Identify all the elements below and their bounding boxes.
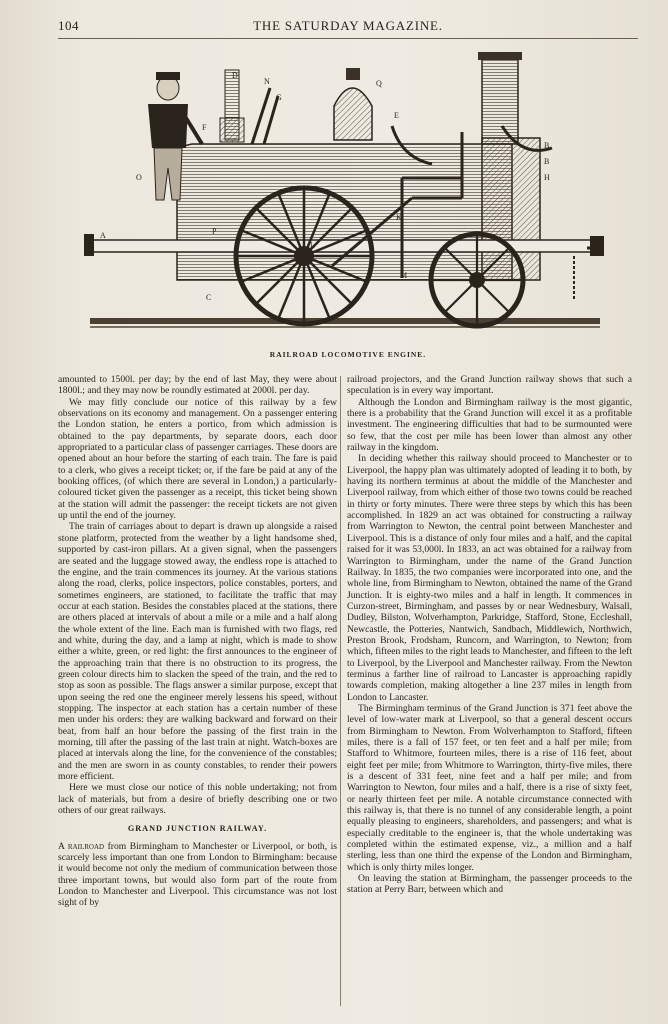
paragraph: Although the London and Birmingham railway is the most gigantic, there is a probability that the Grand Junction will excel it as a profitable investment. The engineering difficulties that had to be surmounted were so few, that the cost per mile has been lower than almost any other railway in the kingdom.	[347, 396, 632, 454]
paragraph: railroad projectors, and the Grand Junction railway shows that such a speculation is in every way important.	[347, 374, 632, 397]
paragraph	[58, 841, 337, 909]
label-K: K	[396, 213, 402, 222]
label-B-upper: B	[544, 157, 550, 166]
label-C: C	[206, 293, 212, 302]
label-H: H	[544, 173, 550, 182]
label-M: M	[400, 271, 408, 280]
left-column	[58, 374, 337, 909]
lead-in: A railroad	[58, 840, 105, 852]
label-D: D	[232, 71, 238, 80]
paragraph: On leaving the station at Birmingham, the passenger proceeds to the station at Perry Barr, between which and	[347, 873, 632, 896]
paragraph-text: from Birmingham to Manchester or Liverpool, or both, is scarcely less important than one from London to Birmingham: because it would become not only the medium of communication between those three important towns, but would also form part of the route from London to Manchester and Liverpool. This circumstance was not lost sight of by	[58, 840, 338, 909]
label-E: E	[394, 111, 399, 120]
paragraph: We may fitly conclude our notice of this railway by a few observations on its economy and management. On a passenger entering the London station, he enters a portico, from which admission is obtained to the pay departments, by separate doors, each door appropriated to a particular class of passenger carriages. These doors are opened about an hour before the starting of each train. The fare is paid to a clerk, who gives a receipt ticket; or, if the fare be paid at any of the booking offices, (of which there are several in London,) a particularly-coloured ticket given the passenger as a receipt, this ticket being shown at the station will admit the passenger: the receipt tickets are not given up until the end of the journey.	[58, 396, 337, 522]
label-P: P	[212, 227, 217, 236]
paragraph: Here we must close our notice of this noble undertaking; not from lack of materials, but from a desire of briefly describing one or two others of our great railways.	[58, 782, 337, 817]
trailing-wheel	[431, 234, 523, 326]
section-heading: GRAND JUNCTION RAILWAY.	[127, 824, 268, 834]
page-header	[58, 18, 638, 38]
paragraph: In deciding whether this railway should proceed to Manchester or to Liverpool, the happy plan was ultimately adopted of leading it to both, by having its northern terminus at about the middle of the Manchester and Liverpool railway, from which either of those two towns could be reached in thirty or forty minutes. There were three steps by which this has been accomplished. In 1829 an act was obtained for constructing a railway from Warrington to Newton, the central point between Manchester and Liverpool. This is a distance of only four miles and a half, and the capital raised for it was 53,000l. In 1833, an act was obtained for a railway from Warrington to Birmingham, under the name of the Grand Junction Railway. In 1835, the two companies were incorporated into one, and the whole line, from Birmingham to Newton, obtained the name of the Grand Junction. It is eighty-two miles and a half in length. It commences in Curzon-street, Birmingham, and passes by or near Wednesbury, Walsall, Dudley, Bilston, Wolverhampton, Parkridge, Stafford, Stone, Eccleshall, Newcastle, the Potteries, Nantwich, Sandbach, Middlewich, Northwich, Preston Brook, Frodsham, Runcorn, and Warrington, to Newton; from which, fifteen miles to the right leads to Manchester, and fifteen to the left to Liverpool, by the Liverpool and Manchester railway. From the Newton terminus a farther line of railroad to Lancaster is approaching rapidly towards completion, making altogether a line 237 miles in length from London to Lancaster.	[347, 453, 632, 703]
driving-wheel	[236, 188, 372, 324]
label-O: O	[136, 173, 142, 182]
paragraph: amounted to 1500l. per day; by the end of last May, they were about 1800l.; and they may now be roundly estimated at 2000l. per day.	[58, 374, 337, 397]
label-N: N	[264, 77, 270, 86]
paragraph: The Birmingham terminus of the Grand Junction is 371 feet above the level of low-water mark at Liverpool, so that a general descent occurs from Birmingham to Newton. From Wolverhampton to Stafford, fifteen miles, there is a fall of 157 feet, or ten feet and a half per mile; from Stafford to Whitmore, fourteen miles, there is a rise of 116 feet, about eight feet per mile; from Whitmore to Warrington, thirty-five miles, there is a descent of 331 feet, nine feet and a half per mile; and from Warrington to Newton, four miles and a half, there is a rise of sixty feet, or nearly thirteen feet per mile. A notable circumstance connected with this railway is, that there is no tunnel of any considerable length, a point equally pleasing to engineers, shareholders, and passengers; and what is especially creditable to the engineer is, that the whole undertaking was completed within the estimated expense, viz., a million and a half sterling, less than one third the expense of the London and Birmingham, which is only thirty miles longer.	[347, 702, 632, 873]
locomotive-engraving	[82, 48, 612, 348]
paragraph: The train of carriages about to depart is drawn up alongside a raised stone platform, protected from the weather by a light handsome shed, supported by cast-iron pillars. At a given signal, when the passengers are seated and the luggage stowed away, the endless rope is attached to the engine, and the train commences its journey. At the various stations along the road, clerks, police inspectors, police constables, porters, and sometimes engineers, are stationed, to facilitate the traffic that may occur at each station. Besides the constables placed at the stations, there are others placed at intervals of about a mile or a mile and a half along the whole extent of the line. Each man is furnished with two flags, red and white, during the day, and a lamp at night, which is made to show either a white, green, or red light: the first announces to the engineer of the approaching train that there is no obstruction to its progress, the green colour directs him to slacken the speed of the train, and the red to stop as soon as possible. The flags answer a similar purpose, except that upon seeing the red one the engineer merely lessens his speed, without stopping. The inspector at each station has a certain number of these men under his orders: they are walking backward and forward on their beat, from half an hour before the passing of the first train in the morning, till after the passing of the last train at night. Watch-boxes are placed at intervals along the line, for the convenience of the constables; and the men are sworn in as county constables, to render their powers more efficient.	[58, 521, 337, 783]
locomotive-illustration	[82, 48, 612, 348]
label-B-top: B	[544, 141, 550, 150]
label-G: G	[276, 93, 282, 102]
label-A: A	[100, 231, 106, 240]
column-divider	[340, 376, 341, 1006]
label-Q: Q	[376, 79, 382, 88]
page-number: 104	[58, 18, 79, 33]
running-title: THE SATURDAY MAGAZINE.	[253, 18, 443, 33]
header-rule	[58, 38, 638, 39]
right-column	[347, 374, 632, 896]
label-F: F	[202, 123, 207, 132]
figure-caption: RAILROAD LOCOMOTIVE ENGINE.	[269, 350, 427, 359]
label-L: L	[310, 241, 315, 250]
